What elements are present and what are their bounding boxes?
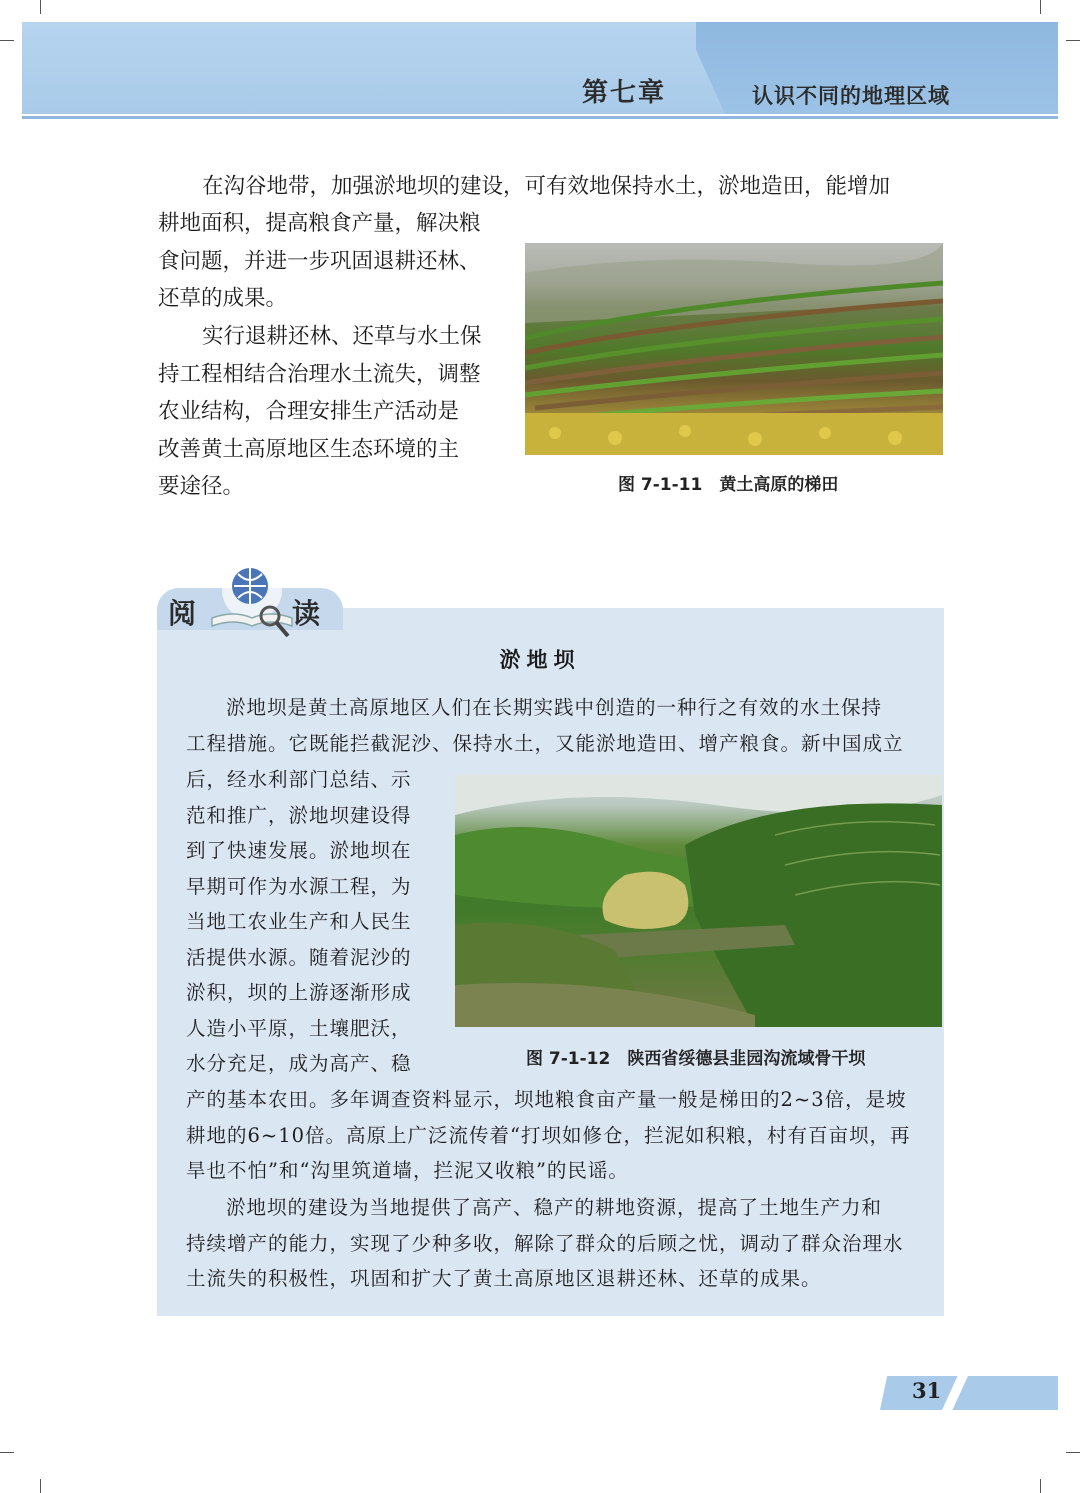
reading-narrow-line: 水分充足，成为高产、稳 bbox=[186, 1052, 412, 1075]
reading-tab-label-left: 阅 bbox=[168, 597, 197, 630]
chapter-number: 第七章 bbox=[582, 78, 667, 108]
crop-mark bbox=[1040, 1479, 1041, 1493]
paragraph-1 bbox=[158, 205, 524, 318]
page-number-band bbox=[880, 1376, 1058, 1410]
reading-line: 淤地坝的建设为当地提供了高产、稳产的耕地资源，提高了土地生产力和 bbox=[226, 1196, 883, 1219]
figure-2-caption: 图 7-1-12 陕西省绥德县韭园沟流域骨干坝 bbox=[526, 1049, 866, 1069]
paragraph-2-line: 实行退耕还林、还草与水土保 bbox=[202, 324, 482, 349]
reading-tab-label-right: 读 bbox=[292, 597, 321, 630]
figure-1-caption: 图 7-1-11 黄土高原的梯田 bbox=[618, 475, 839, 495]
reading-narrow-line: 到了快速发展。淤地坝在 bbox=[186, 839, 412, 862]
paragraph-2 bbox=[158, 318, 524, 506]
header-rule bbox=[22, 116, 1058, 119]
reading-narrow-line: 活提供水源。随着泥沙的 bbox=[186, 945, 412, 969]
chapter-title: 认识不同的地理区域 bbox=[752, 84, 950, 108]
reading-last-paragraph bbox=[186, 1190, 916, 1297]
reading-narrow-line: 当地工农业生产和人民生 bbox=[186, 910, 412, 933]
crop-mark bbox=[40, 1479, 41, 1493]
reading-narrow-line: 早期可作为水源工程，为 bbox=[186, 874, 412, 898]
globe-magnifier-icon bbox=[204, 556, 300, 646]
reading-line-1: 淤地坝是黄土高原地区人们在长期实践中创造的一种行之有效的水土保持 bbox=[226, 696, 883, 719]
paragraph-1-line: 耕地面积，提高粮食产量，解决粮 bbox=[158, 211, 481, 236]
paragraph-2-line: 要途径。 bbox=[158, 474, 245, 499]
paragraph-1-line-1: 在沟谷地带，加强淤地坝的建设，可有效地保持水土，淤地造田，能增加 bbox=[202, 174, 891, 199]
paragraph-2-line: 农业结构，合理安排生产活动是 bbox=[158, 399, 460, 424]
reading-narrow-line: 淤积，坝的上游逐渐形成 bbox=[186, 981, 412, 1004]
reading-line: 土流失的积极性，巩固和扩大了黄土高原地区退耕还林、还草的成果。 bbox=[186, 1267, 822, 1290]
terrace-photo bbox=[525, 243, 943, 455]
crop-mark bbox=[0, 1452, 14, 1453]
reading-narrow-line: 人造小平原，土壤肥沃， bbox=[186, 1016, 412, 1040]
crop-mark bbox=[1040, 0, 1041, 14]
reading-line: 产的基本农田。多年调查资料显示，坝地粮食亩产量一般是梯田的2~3倍，是坡 bbox=[186, 1088, 907, 1111]
reading-narrow-line: 后，经水利部门总结、示 bbox=[186, 768, 412, 791]
paragraph-1-line: 食问题，并进一步巩固退耕还林、 bbox=[158, 248, 481, 274]
page-number: 31 bbox=[912, 1378, 942, 1403]
paragraph-1-first-line bbox=[158, 168, 944, 206]
reading-line: 耕地的6~10倍。高原上广泛流传着“打坝如修仓，拦泥如积粮，村有百亩坝，再 bbox=[186, 1123, 911, 1147]
crop-mark bbox=[40, 0, 41, 14]
paragraph-2-line: 持工程相结合治理水土流失，调整 bbox=[158, 361, 481, 387]
check-dam-photo bbox=[455, 775, 942, 1027]
reading-line: 持续增产的能力，实现了少种多收，解除了群众的后顾之忧，调动了群众治理水 bbox=[186, 1231, 904, 1255]
reading-title: 淤地坝 bbox=[499, 648, 581, 672]
reading-after-figure bbox=[186, 1082, 916, 1189]
reading-line: 旱也不怕”和“沟里筑道墙，拦泥又收粮”的民谣。 bbox=[186, 1159, 629, 1182]
crop-mark bbox=[1066, 1452, 1080, 1453]
paragraph-2-line: 改善黄土高原地区生态环境的主 bbox=[158, 436, 460, 462]
terrace-illustration bbox=[525, 243, 943, 455]
paragraph-1-line: 还草的成果。 bbox=[158, 286, 288, 311]
reading-narrow-column bbox=[186, 762, 448, 1082]
reading-narrow-line: 范和推广，淤地坝建设得 bbox=[186, 803, 412, 827]
reading-line-2: 工程措施。它既能拦截泥沙、保持水土，又能淤地造田、增产粮食。新中国成立 bbox=[186, 732, 904, 755]
crop-mark bbox=[1066, 40, 1080, 41]
crop-mark bbox=[0, 40, 14, 41]
check-dam-illustration bbox=[455, 775, 942, 1027]
